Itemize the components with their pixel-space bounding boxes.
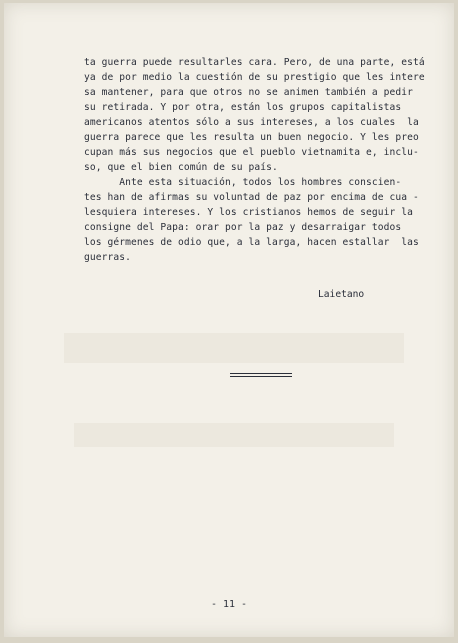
text-line: su retirada. Y por otra, están los grupos capitalistas (84, 102, 402, 113)
separator-rule (230, 376, 292, 377)
text-line: cupan más sus negocios que el pueblo vietnamita e, inclu- (84, 147, 419, 158)
text-line: americanos atentos sólo a sus intereses, a los cuales la (84, 117, 419, 128)
bleed-through-shadow (74, 423, 394, 447)
text-line: ta guerra puede resultarles cara. Pero, de una parte, está (84, 57, 425, 68)
paragraph-1 (84, 55, 442, 175)
text-line: sa mantener, para que otros no se animen también a pedir (84, 87, 414, 98)
document-page (4, 3, 454, 637)
text-line: consigne del Papa: orar por la paz y desarraigar todos (84, 222, 402, 233)
text-line: so, que el bien común de su país. (84, 162, 278, 173)
author-signature: Laietano (318, 289, 365, 300)
separator-rule (230, 373, 292, 374)
text-line: tes han de afirmas su voluntad de paz por encima de cua - (84, 192, 419, 203)
text-line: guerras. (84, 252, 132, 263)
text-line: los gérmenes de odio que, a la larga, hacen estallar las (84, 237, 419, 248)
text-line: Ante esta situación, todos los hombres conscien- (84, 177, 402, 188)
paragraph-2 (84, 175, 442, 265)
bleed-through-shadow (64, 333, 404, 363)
text-line: guerra parece que les resulta un buen negocio. Y les preo (84, 132, 419, 143)
page-number: - 11 - (210, 599, 248, 610)
text-line: ya de por medio la cuestión de su prestigio que les intere (84, 72, 425, 83)
text-line: lesquiera intereses. Y los cristianos hemos de seguir la (84, 207, 414, 218)
